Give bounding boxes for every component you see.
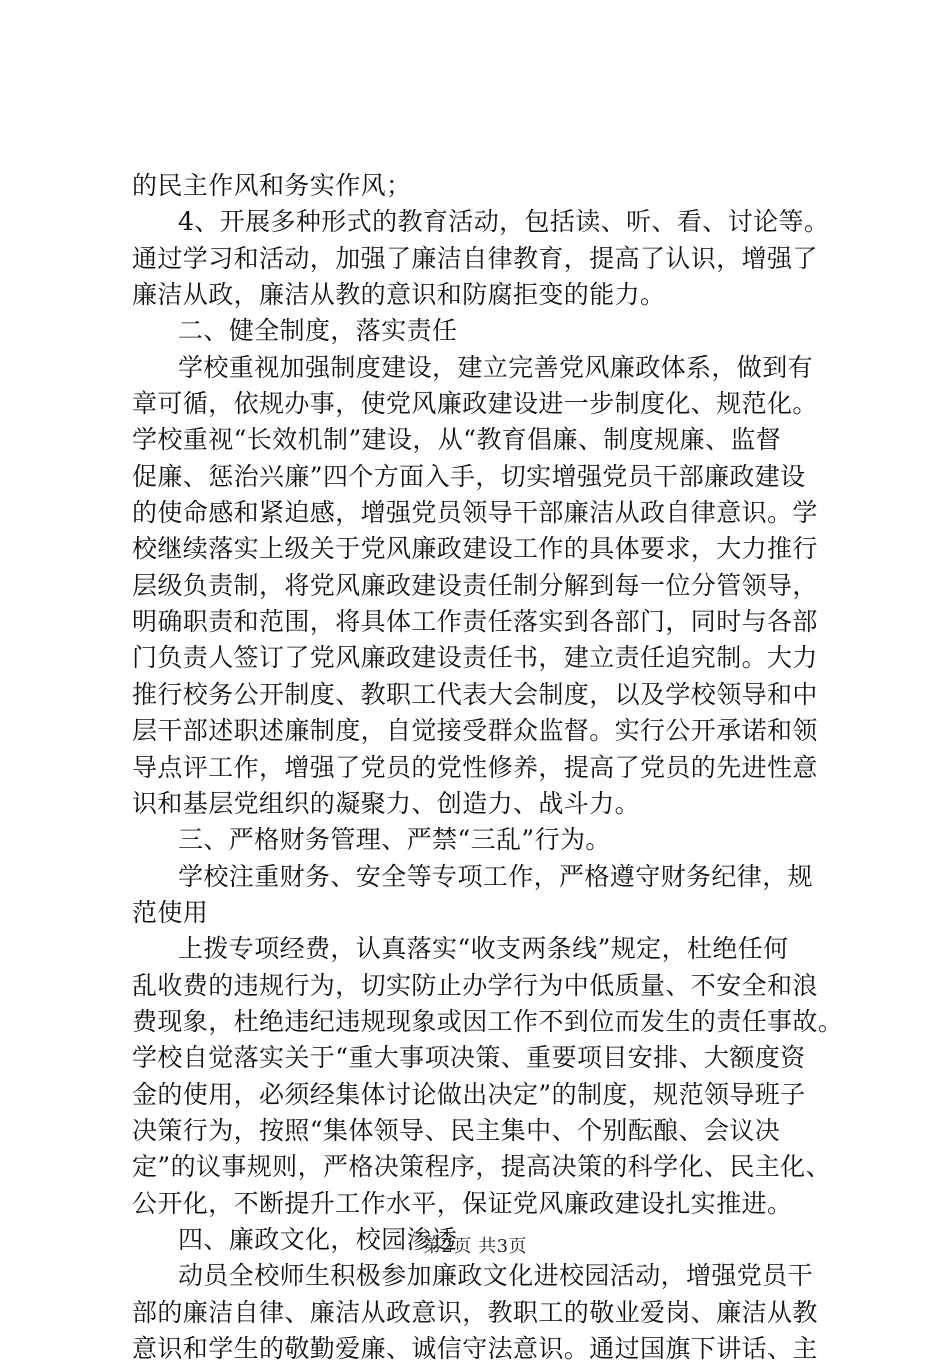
section-heading: 四、廉政文化，校园渗透 xyxy=(178,1224,458,1254)
text-line: 定”的议事规则，严格决策程序，提高决策的科学化、民主化、 xyxy=(132,1152,831,1182)
paragraph-start-line: 4、开展多种形式的教育活动，包括读、听、看、讨论等。 xyxy=(178,207,830,237)
text-line: 章可循，依规办事，使党风廉政建设进一步制度化、规范化。 xyxy=(132,389,818,419)
text-line: 层级负责制，将党风廉政建设责任制分解到每一位分管领导， xyxy=(132,570,818,600)
text-line: 明确职责和范围，将具体工作责任落实到各部门，同时与各部 xyxy=(132,607,818,637)
paragraph-start-line: 学校重视加强制度建设，建立完善党风廉政体系，做到有 xyxy=(178,352,814,382)
text-line: 校继续落实上级关于党风廉政建设工作的具体要求，大力推行 xyxy=(132,534,818,564)
text-line: 廉洁从政，廉洁从教的意识和防腐拒变的能力。 xyxy=(132,280,666,310)
text-line: 导点评工作，增强了党员的党性修养，提高了党员的先进性意 xyxy=(132,752,818,782)
text-line: 公开化，不断提升工作水平，保证党风廉政建设扎实推进。 xyxy=(132,1188,793,1218)
text-line: 通过学习和活动，加强了廉洁自律教育，提高了认识，增强了 xyxy=(132,243,818,273)
text-line: 促廉、惩治兴廉”四个方面入手，切实增强党员干部廉政建设 xyxy=(132,461,806,491)
text-line: 费现象，杜绝违纪违规现象或因工作不到位而发生的责任事故。 xyxy=(132,1006,844,1036)
text-line: 学校自觉落实关于“重大事项决策、重要项目安排、大额度资 xyxy=(132,1043,806,1073)
paragraph-start-line: 上拨专项经费，认真落实“收支两条线”规定，杜绝任何 xyxy=(178,934,789,964)
text-line: 决策行为，按照“集体领导、民主集中、个别酝酿、会议决 xyxy=(132,1115,781,1145)
text-line: 的使命感和紧迫感，增强党员领导干部廉洁从政自律意识。学 xyxy=(132,498,818,528)
text-line: 部的廉洁自律、廉洁从政意识，教职工的敬业爱岗、廉洁从教 xyxy=(132,1297,818,1327)
text-line: 的民主作风和务实作风； xyxy=(132,171,412,200)
text-line: 门负责人签订了党风廉政建设责任书，建立责任追究制。大力 xyxy=(132,643,818,673)
text-line: 学校重视“长效机制”建设，从“教育倡廉、制度规廉、监督 xyxy=(132,425,782,455)
text-line: 乱收费的违规行为，切实防止办学行为中低质量、不安全和浪 xyxy=(132,970,818,1000)
text-line: 层干部述职述廉制度，自觉接受群众监督。实行公开承诺和领 xyxy=(132,716,818,746)
section-heading: 三、严格财务管理、严禁“三乱”行为。 xyxy=(178,825,611,855)
text-line: 识和基层党组织的凝聚力、创造力、战斗力。 xyxy=(132,788,641,818)
text-line: 推行校务公开制度、教职工代表大会制度，以及学校领导和中 xyxy=(132,679,818,709)
text-line: 意识和学生的敬勤爱廉、诚信守法意识。通过国旗下讲话、主 xyxy=(132,1334,818,1363)
paragraph-start-line: 学校注重财务、安全等专项工作，严格遵守财务纪律，规 xyxy=(178,861,814,891)
text-line: 金的使用，必须经集体讨论做出决定”的制度，规范领导班子 xyxy=(132,1079,806,1109)
page-number-footer: 第2页 共3页 xyxy=(422,1236,528,1257)
section-heading: 二、健全制度，落实责任 xyxy=(178,316,458,346)
paragraph-start-line: 动员全校师生积极参加廉政文化进校园活动，增强党员干 xyxy=(178,1261,814,1291)
document-body xyxy=(132,168,844,1367)
text-line: 范使用 xyxy=(132,897,209,927)
